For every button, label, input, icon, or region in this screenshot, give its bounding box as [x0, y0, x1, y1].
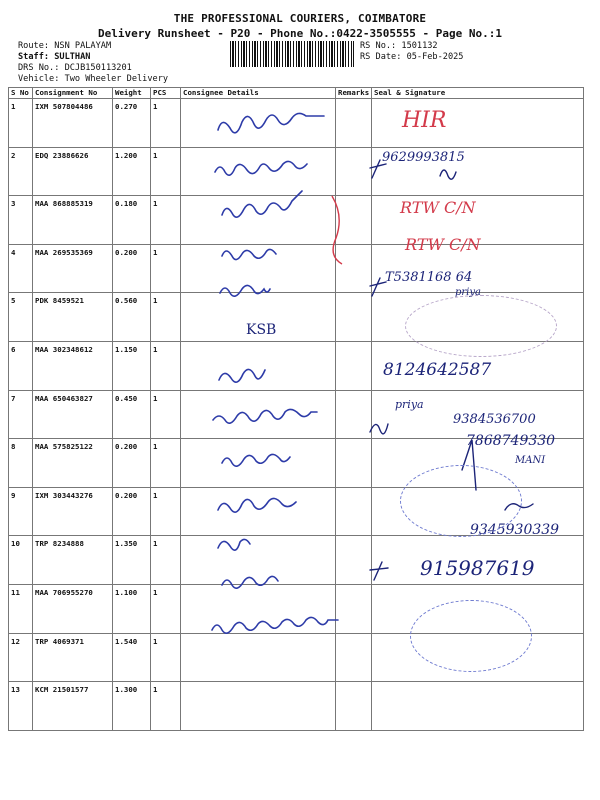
company-stamp — [405, 295, 557, 357]
col-consignment: Consignment No — [33, 88, 113, 99]
consignment-cell: MAA 575825122 — [33, 439, 113, 488]
table-row — [9, 244, 584, 293]
consignment-cell: MAA 269535369 — [33, 244, 113, 293]
weight-cell: 0.560 — [113, 293, 151, 342]
pcs-cell: 1 — [151, 487, 181, 536]
company-stamp — [410, 600, 532, 672]
rs-no-line: RS No.: 1501132 — [360, 41, 438, 51]
signature-row5-phone: T5381168 64 — [385, 270, 473, 285]
weight-cell: 1.300 — [113, 682, 151, 731]
consignee-cell — [181, 536, 336, 585]
consignee-cell — [181, 439, 336, 488]
remarks-cell — [336, 536, 372, 585]
consignee-cell — [181, 584, 336, 633]
signature-row12-phone: 915987619 — [420, 556, 535, 580]
remarks-cell — [336, 196, 372, 245]
sno-cell: 5 — [9, 293, 33, 342]
weight-cell: 1.100 — [113, 584, 151, 633]
pcs-cell: 1 — [151, 536, 181, 585]
col-sno: S No — [9, 88, 33, 99]
remarks-cell — [336, 633, 372, 682]
barcode — [230, 41, 354, 67]
consignee-cell — [181, 147, 336, 196]
sno-cell: 7 — [9, 390, 33, 439]
weight-cell: 1.350 — [113, 536, 151, 585]
consignment-cell: KCM 21501577 — [33, 682, 113, 731]
sno-cell: 6 — [9, 341, 33, 390]
route-line: Route: NSN PALAYAM — [18, 41, 112, 51]
pcs-cell: 1 — [151, 390, 181, 439]
consignment-cell: TRP 8234888 — [33, 536, 113, 585]
consignment-cell: IXM 507804486 — [33, 99, 113, 148]
pcs-cell: 1 — [151, 341, 181, 390]
consignee-row6: KSB — [246, 322, 277, 338]
weight-cell: 0.180 — [113, 196, 151, 245]
consignment-cell: PDK 8459521 — [33, 293, 113, 342]
col-remarks: Remarks — [336, 88, 372, 99]
pcs-cell: 1 — [151, 633, 181, 682]
consignee-cell — [181, 633, 336, 682]
sno-cell: 3 — [9, 196, 33, 245]
table-row — [9, 99, 584, 148]
consignee-cell — [181, 341, 336, 390]
meta-right — [360, 41, 463, 63]
consignee-cell — [181, 682, 336, 731]
remarks-cell — [336, 439, 372, 488]
weight-cell: 0.200 — [113, 439, 151, 488]
consignment-cell: MAA 868885319 — [33, 196, 113, 245]
pcs-cell: 1 — [151, 196, 181, 245]
remarks-cell — [336, 99, 372, 148]
weight-cell: 1.200 — [113, 147, 151, 196]
company-stamp — [400, 465, 522, 537]
signature-row1: HIR — [402, 108, 447, 133]
signature-row11-phone: 9345930339 — [470, 522, 560, 538]
remarks-cell — [336, 390, 372, 439]
remarks-cell — [336, 584, 372, 633]
weight-cell: 0.200 — [113, 487, 151, 536]
pcs-cell: 1 — [151, 439, 181, 488]
pcs-cell: 1 — [151, 147, 181, 196]
signature-row7-phone: 8124642587 — [383, 360, 492, 380]
sno-cell: 1 — [9, 99, 33, 148]
consignment-cell: MAA 650463827 — [33, 390, 113, 439]
remarks-cell — [336, 244, 372, 293]
consignee-cell — [181, 244, 336, 293]
weight-cell: 1.150 — [113, 341, 151, 390]
signature-row8-name: priya — [395, 398, 424, 411]
signature-row8-phone: 9384536700 — [453, 412, 536, 427]
consignment-cell: IXM 303443276 — [33, 487, 113, 536]
col-pcs: PCS — [151, 88, 181, 99]
vehicle-line: Vehicle: Two Wheeler Delivery — [18, 74, 169, 84]
weight-cell: 1.540 — [113, 633, 151, 682]
col-signature: Seal & Signature — [372, 88, 584, 99]
remarks-cell — [336, 487, 372, 536]
consignment-cell: EDQ 23886626 — [33, 147, 113, 196]
table-row — [9, 196, 584, 245]
signature-row2-phone: 9629993815 — [382, 150, 465, 165]
meta-left — [18, 41, 168, 85]
sno-cell: 2 — [9, 147, 33, 196]
remark-row4: RTW C/N — [405, 235, 481, 254]
remark-row3: RTW C/N — [400, 198, 476, 217]
col-consignee: Consignee Details — [181, 88, 336, 99]
consignment-cell: MAA 302348612 — [33, 341, 113, 390]
consignee-cell — [181, 99, 336, 148]
runsheet-title: Delivery Runsheet - P20 - Phone No.:0422-3505555 - Page No.:1 — [98, 27, 502, 40]
consignment-cell: TRP 4069371 — [33, 633, 113, 682]
table-row — [9, 147, 584, 196]
table-row — [9, 682, 584, 731]
table-header-row — [9, 88, 584, 99]
rs-date-line: RS Date: 05-Feb-2025 — [360, 52, 464, 62]
signature-row9-name: MANI — [515, 455, 546, 466]
remarks-cell — [336, 147, 372, 196]
consignee-cell — [181, 390, 336, 439]
weight-cell: 0.200 — [113, 244, 151, 293]
sno-cell: 13 — [9, 682, 33, 731]
sno-cell: 10 — [9, 536, 33, 585]
pcs-cell: 1 — [151, 99, 181, 148]
sno-cell: 12 — [9, 633, 33, 682]
weight-cell: 0.270 — [113, 99, 151, 148]
pcs-cell: 1 — [151, 682, 181, 731]
consignee-cell — [181, 196, 336, 245]
pcs-cell: 1 — [151, 244, 181, 293]
staff-line: Staff: SULTHAN — [18, 52, 91, 62]
signature-row5-name: priya — [455, 287, 481, 298]
sno-cell: 8 — [9, 439, 33, 488]
sno-cell: 9 — [9, 487, 33, 536]
remarks-cell — [336, 682, 372, 731]
col-weight: Weight — [113, 88, 151, 99]
signature-cell — [372, 682, 584, 731]
consignee-cell — [181, 487, 336, 536]
consignment-cell: MAA 706955270 — [33, 584, 113, 633]
weight-cell: 0.450 — [113, 390, 151, 439]
sno-cell: 4 — [9, 244, 33, 293]
drs-line: DRS No.: DCJB150113201 — [18, 63, 132, 73]
company-title: THE PROFESSIONAL COURIERS, COIMBATORE — [173, 12, 427, 25]
remarks-cell — [336, 341, 372, 390]
pcs-cell: 1 — [151, 293, 181, 342]
remarks-cell — [336, 293, 372, 342]
sno-cell: 11 — [9, 584, 33, 633]
pcs-cell: 1 — [151, 584, 181, 633]
signature-row9-phone: 7868749330 — [466, 433, 556, 449]
